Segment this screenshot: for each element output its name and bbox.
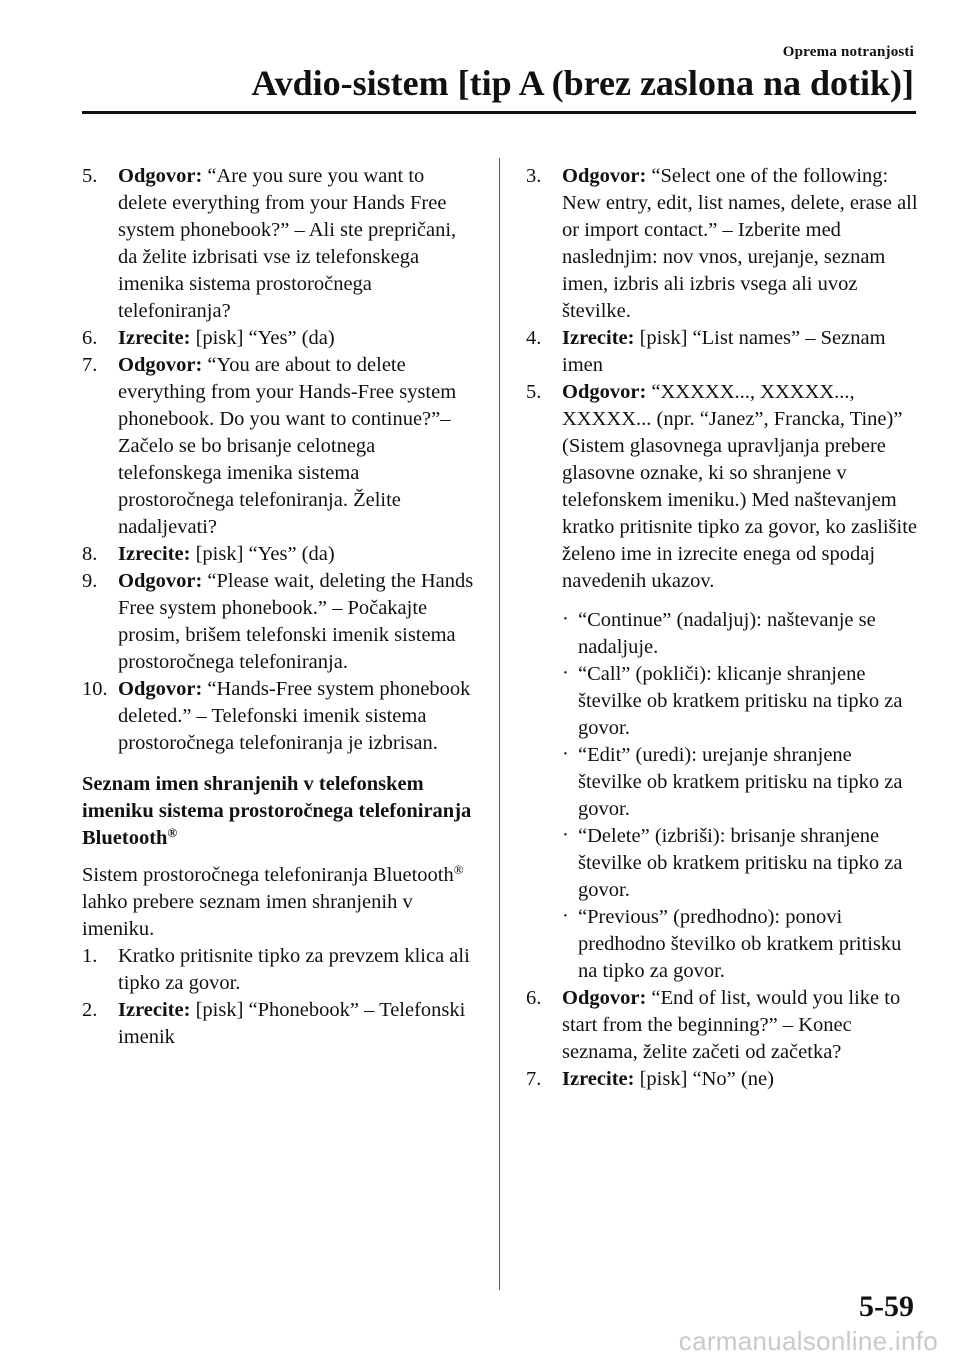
bullet-text: “Call” (pokliči): klicanje shranjene številke ob kratkem pritisku na tipko za govor. [578,663,903,739]
section-heading: Seznam imen shranjenih v telefonskem imeniku sistema prostoročnega telefoniranja Bluetooth® [82,773,472,849]
bullet-dot-icon: · [562,905,569,927]
list-item [82,943,474,997]
item-label: Odgovor: [118,165,203,187]
item-text: [pisk] “Phonebook” – Telefonski imenik [118,999,466,1048]
list-item [82,676,474,757]
item-label: Izrecite: [118,999,191,1021]
list-item [82,997,474,1051]
item-text: “XXXXX..., XXXXX..., XXXXX... (npr. “Janez”, Francka, Tine)” (Sistem glasovnega upravljanja prebere glasovne oznake, ki so shranjene v telefonskem imeniku.) Med naštevanjem kratko pritisnite tipko za govor, ko zaslišite želeno ime in izrecite enega od spodaj navedenih ukazov. [562,381,918,592]
bullet-text: “Continue” (nadaljuj): naštevanje se nadaljuje. [578,609,876,658]
bullet-dot-icon: · [562,608,569,630]
item-number: 9. [82,570,98,592]
item-number: 8. [82,543,98,565]
list-item [82,163,474,325]
item-text: “End of list, would you like to start from the beginning?” – Konec seznama, želite začeti od začetka? [562,987,901,1063]
list-item [82,352,474,541]
list-item [526,1066,918,1093]
item-label: Izrecite: [118,543,191,565]
item-number: 6. [82,327,98,349]
list-item [526,163,918,325]
item-label: Odgovor: [562,381,647,403]
item-text: [pisk] “Yes” (da) [190,327,335,349]
step-list [526,985,918,1093]
item-number: 2. [82,999,98,1021]
list-item [526,985,918,1066]
item-text: [pisk] “List names” – Seznam imen [562,327,886,376]
item-text: [pisk] “Yes” (da) [190,543,335,565]
item-label: Odgovor: [118,570,203,592]
bullet-item [526,904,918,985]
bullet-item [526,823,918,904]
item-number: 5. [82,165,98,187]
item-number: 5. [526,381,542,403]
item-text: “Please wait, deleting the Hands Free system phonebook.” – Počakajte prosim, brišem telefonski imenik sistema prostoročnega telefoniranja. [118,570,474,673]
list-item [526,379,918,595]
page-title: Avdio-sistem [tip A (brez zaslona na dotik)] [251,63,914,103]
item-label: Odgovor: [118,678,203,700]
bullet-item [526,607,918,661]
item-label: Odgovor: [562,165,647,187]
bullet-text: “Edit” (uredi): urejanje shranjene številke ob kratkem pritisku na tipko za govor. [578,744,903,820]
item-number: 10. [82,678,108,700]
bullet-list [526,607,918,985]
item-text: “Select one of the following: New entry, edit, list names, delete, erase all or import contact.” – Izberite med naslednjim: nov vnos, urejanje, seznam imen, izbris ali izbris vsega ali uvoz številke. [562,165,918,322]
item-text: “Are you sure you want to delete everything from your Hands Free system phonebook?” – Ali ste prepričani, da želite izbrisati vse iz telefonskega imenika sistema prostoročnega telefoniranja? [118,165,457,322]
item-text: “You are about to delete everything from your Hands-Free system phonebook. Do you want to continue?”– Začelo se bo brisanje celotnega telefonskega imenika sistema prostoročnega telefoniranja. Želite nadaljevati? [118,354,457,538]
item-number: 4. [526,327,542,349]
step-list [82,943,474,1051]
bullet-dot-icon: · [562,743,569,765]
step-list [526,163,918,595]
bullet-dot-icon: · [562,662,569,684]
item-label: Izrecite: [118,327,191,349]
watermark: carmanualsonline.info [678,1326,938,1356]
list-item [82,325,474,352]
item-text: [pisk] “No” (ne) [634,1068,774,1090]
item-number: 7. [526,1068,542,1090]
header-rule [82,111,916,114]
bullet-dot-icon: · [562,824,569,846]
bullet-item [526,661,918,742]
list-item [526,325,918,379]
item-text: “Hands-Free system phonebook deleted.” – Telefonski imenik sistema prostoročnega telefoniranja je izbrisan. [118,678,471,754]
list-item [82,568,474,676]
section-label: Oprema notranjosti [782,44,914,60]
right-column [526,163,918,1093]
item-number: 3. [526,165,542,187]
bullet-item [526,742,918,823]
item-number: 7. [82,354,98,376]
page-number: 5-59 [859,1290,914,1323]
item-label: Odgovor: [118,354,203,376]
item-label: Izrecite: [562,1068,635,1090]
item-label: Izrecite: [562,327,635,349]
left-column [82,163,474,1051]
intro-paragraph: Sistem prostoročnega telefoniranja Bluetooth® lahko prebere seznam imen shranjenih v imeniku. [82,862,464,940]
step-list [82,163,474,757]
item-label: Odgovor: [562,987,647,1009]
column-divider [499,158,500,1290]
item-text: Kratko pritisnite tipko za prevzem klica ali tipko za govor. [118,945,470,994]
item-number: 6. [526,987,542,1009]
item-number: 1. [82,945,98,967]
bullet-text: “Previous” (predhodno): ponovi predhodno številko ob kratkem pritisku na tipko za govor. [578,906,902,982]
list-item [82,541,474,568]
bullet-text: “Delete” (izbriši): brisanje shranjene številke ob kratkem pritisku na tipko za govor. [578,825,903,901]
